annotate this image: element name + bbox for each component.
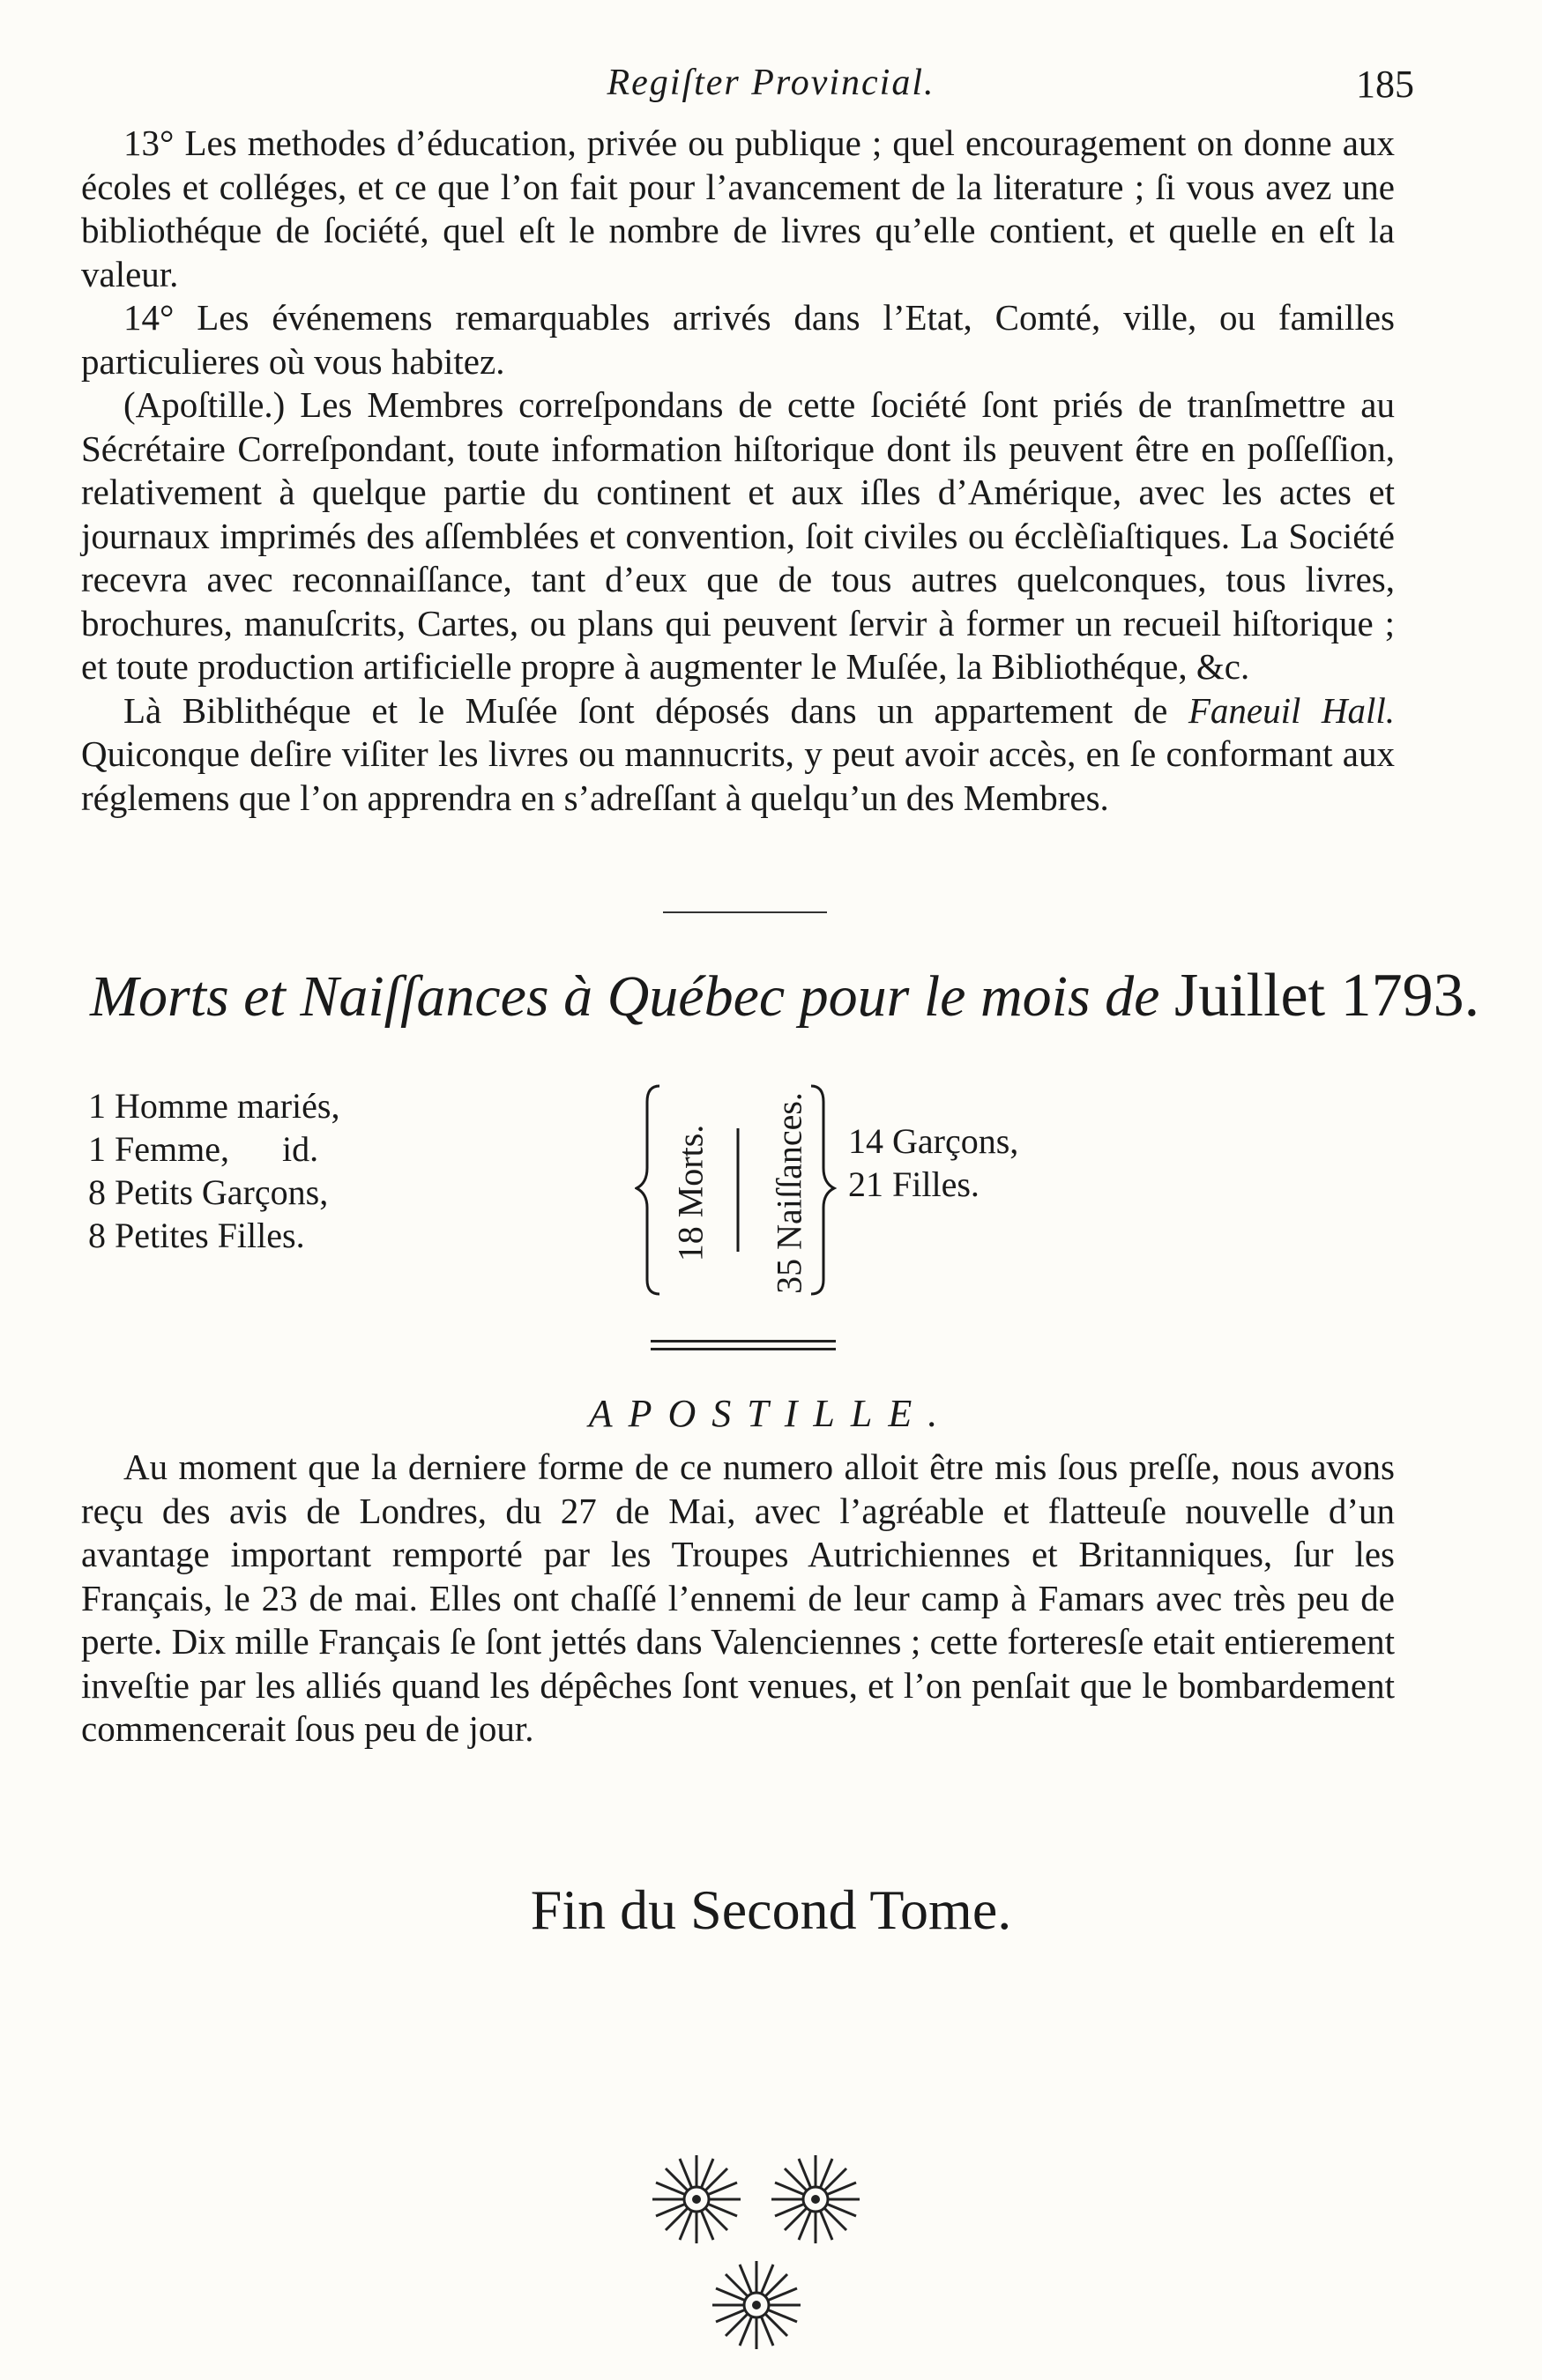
deaths-item: 1 Homme mariés, (88, 1086, 340, 1126)
deaths-births-heading (90, 961, 1480, 1031)
rosette-ornament-icon (648, 2151, 745, 2248)
deaths-list (88, 1084, 340, 1257)
paragraph-apostille-note: (Apoſtille.) Les Membres correſpondans de cette ſociété ſont priés de tranſmettre au Sécrétaire Correſpondant, toute information hiſtorique dont ils peuvent être en poſſeſſion, relativement à quelque partie du continent et aux iſles d’Amérique, avec les actes et journaux imprimés des aſſemblées et convention, ſoit civiles ou écclèſiaſtiques. La Société recevra avec reconnaiſſance, tant d’eux que de tous autres quelconques, tous livres, brochures, manuſcrits, Cartes, ou plans qui peuvent ſervir à former un recueil hiſtorique ; et toute production artificielle propre à augmenter le Muſée, la Bibliothéque, &c. (81, 384, 1395, 687)
deaths-item: 1 Femme, id. (88, 1129, 319, 1169)
births-item: 14 Garçons, (848, 1121, 1019, 1161)
apostille-body (81, 1446, 1395, 1752)
deaths-births-table (0, 1075, 1542, 1305)
deaths-item: 8 Petites Filles. (88, 1216, 305, 1255)
running-title: Regiſter Provincial. (607, 63, 935, 103)
section-divider (663, 911, 827, 913)
deaths-item: 8 Petits Garçons, (88, 1172, 329, 1212)
library-text-end: Quiconque deſire viſiter les livres ou mannucrits, y peut avoir accès, en ſe conformant aux réglemens que l’on apprendra en s’adreſſant à quelqu’un des Membres. (81, 733, 1395, 818)
double-rule-divider (651, 1340, 836, 1356)
apostille-title: APOSTILLE. (588, 1392, 954, 1435)
faneuil-hall: Faneuil Hall. (1188, 689, 1395, 731)
births-list (848, 1119, 1018, 1206)
apostille-paragraph: Au moment que la derniere forme de ce numero alloit être mis ſous preſſe, nous avons reçu des avis de Londres, du 27 de Mai, avec l’agréable et flatteuſe nouvelle d’un avantage important remporté par les Troupes Autrichiennes et Britanniques, ſur les Français, le 23 de mai. Elles ont chaſſé l’ennemi de leur camp à Famars avec très peu de perte. Dix mille Français ſe ſont jettés dans Valenciennes ; cette forteresſe etait entierement inveſtie par les alliés quand les dépêches ſont venues, et l’on penſait que le bombardement commencerait ſous peu de jour. (81, 1447, 1395, 1749)
heading-month: Juillet 1793. (1173, 962, 1480, 1030)
library-text-start: Là Biblithéque et le Muſée ſont déposés dans un appartement de (123, 689, 1188, 731)
rosette-ornament-icon (708, 2257, 805, 2354)
deaths-total: 18 Morts. (670, 1124, 711, 1262)
rosette-ornament-icon (767, 2151, 864, 2248)
closing-line: Fin du Second Tome. (530, 1878, 1012, 1941)
births-total: 35 Naiſſances. (769, 1092, 809, 1294)
page-number: 185 (1356, 63, 1414, 106)
body-text (81, 122, 1395, 820)
running-header (0, 62, 1542, 115)
heading-italic: Morts et Naiſſances à Québec pour le mois de (90, 964, 1160, 1029)
paragraph-item-14: 14° Les événemens remarquables arrivés dans l’Etat, Comté, ville, ou familles particulieres où vous habitez. (81, 297, 1395, 382)
births-item: 21 Filles. (848, 1164, 980, 1204)
paragraph-item-13: 13° Les methodes d’éducation, privée ou publique ; quel encouragement on donne aux écoles et colléges, et ce que l’on fait pour l’avancement de la literature ; ſi vous avez une bibliothéque de ſociété, quel eſt le nombre de livres qu’elle contient, et quelle en eſt la valeur. (81, 123, 1395, 294)
paragraph-library (81, 689, 1395, 821)
